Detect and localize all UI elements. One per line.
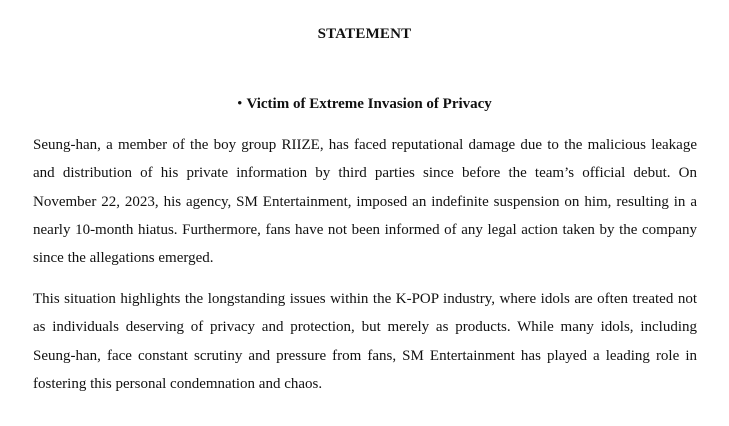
- document-title: STATEMENT: [317, 26, 412, 42]
- section-heading: [0, 96, 729, 113]
- body-paragraph-2: This situation highlights the longstanding issues within the K-POP industry, where idols are often treated not as individuals deserving of privacy and protection, but merely as products. While many idols, including Seung-han, face constant scrutiny and pressure from fans, SM Entertainment has played a leading role in fostering this personal condemnation and chaos.: [33, 291, 697, 392]
- body-paragraph-1: Seung-han, a member of the boy group RIIZE, has faced reputational damage due to the malicious leakage and distribution of his private information by third parties since before the team’s official debut. On November 22, 2023, his agency, SM Entertainment, imposed an indefinite suspension on him, resulting in a nearly 10-month hiatus. Furthermore, fans have not been informed of any legal action taken by the company since the allegations emerged.: [33, 137, 697, 267]
- bullet-icon: •: [237, 96, 243, 112]
- section-heading-text: Victim of Extreme Invasion of Privacy: [246, 96, 492, 112]
